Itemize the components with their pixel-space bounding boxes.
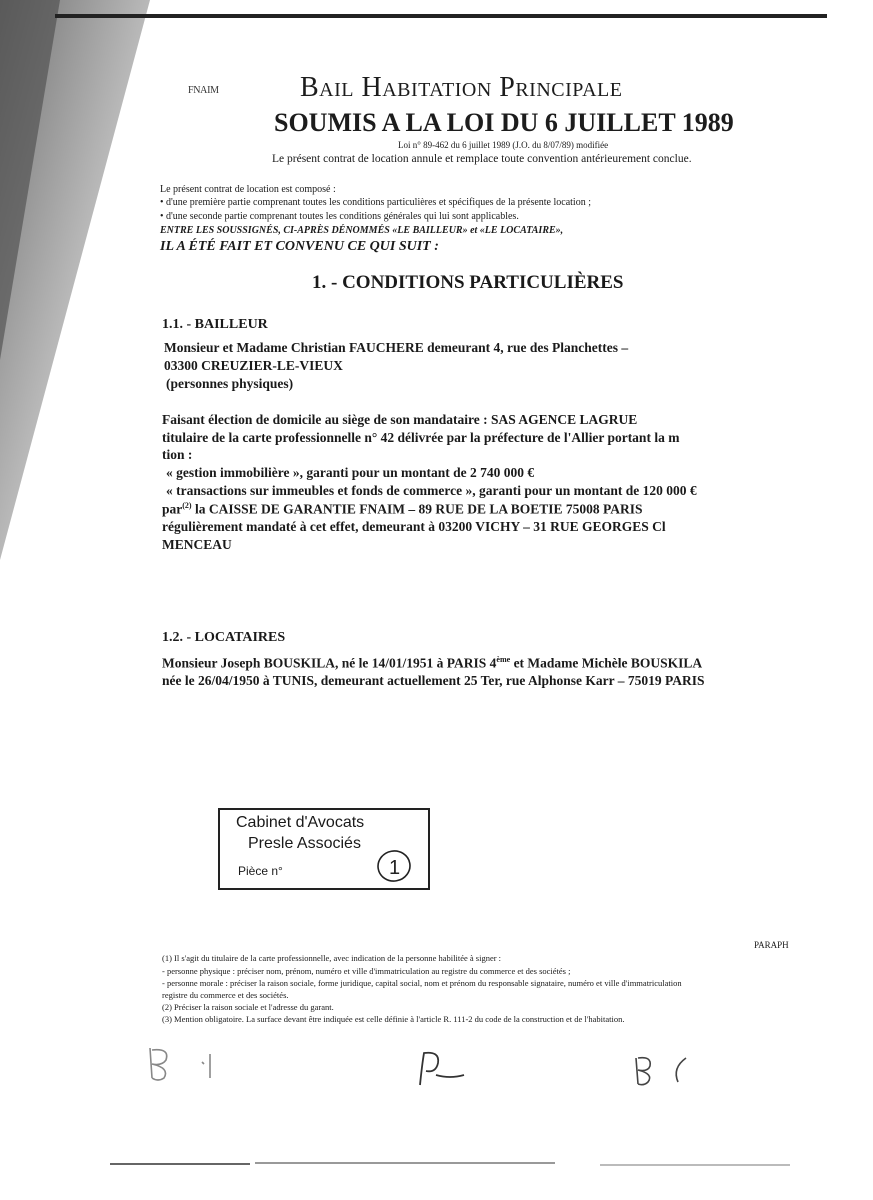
scan-top-edge <box>55 14 827 18</box>
parties-line: ENTRE LES SOUSSIGNÉS, CI-APRÈS DÉNOMMÉS «LE BAILLEUR» et «LE LOCATAIRE», <box>160 225 564 236</box>
footnote: (3) Mention obligatoire. La surface devant être indiquée est celle définie à l'article R. 111-2 du code de la construction et de l'habitation. <box>162 1014 625 1024</box>
stamp-line-2: Presle Associés <box>248 835 361 852</box>
intro-line: • d'une seconde partie comprenant toutes les conditions générales qui lui sont applicables. <box>160 211 519 222</box>
scan-bottom-line <box>110 1163 250 1165</box>
bailleur-line <box>162 501 643 518</box>
locataires-line <box>162 655 702 672</box>
section-heading: 1. - CONDITIONS PARTICULIÈRES <box>312 272 624 293</box>
footnote: registre du commerce et des sociétés. <box>162 990 289 1000</box>
footnote: (1) Il s'agit du titulaire de la carte professionnelle, avec indication de la personne habilitée à signer : <box>162 953 502 963</box>
scan-bottom-line <box>255 1162 555 1164</box>
signature-initials-3 <box>628 1048 708 1092</box>
intro-line: • d'une première partie comprenant toutes les conditions particulières et spécifiques de la présente location ; <box>160 197 591 208</box>
par-text: par <box>162 501 183 517</box>
footnote: (2) Préciser la raison sociale et l'adresse du garant. <box>162 1002 334 1012</box>
signature-initials-1 <box>140 1040 250 1090</box>
handwritten-circle-icon <box>376 846 416 886</box>
signature-initials-2 <box>410 1045 480 1095</box>
bailleur-line: « transactions sur immeubles et fonds de commerce », garanti pour un montant de 120 000 € <box>166 483 697 498</box>
bailleur-heading: 1.1. - BAILLEUR <box>162 317 268 332</box>
bailleur-line: 03300 CREUZIER-LE-VIEUX <box>164 358 343 373</box>
locataires-line: née le 26/04/1950 à TUNIS, demeurant actuellement 25 Ter, rue Alphonse Karr – 75019 PARIS <box>162 673 705 688</box>
piece-number: 1 <box>389 857 401 879</box>
bailleur-line: Faisant élection de domicile au siège de son mandataire : SAS AGENCE LAGRUE <box>162 412 638 427</box>
intro-line: Le présent contrat de location est composé : <box>160 184 336 195</box>
locataire-name: Monsieur Joseph BOUSKILA, né le 14/01/1951 à PARIS 4 <box>162 655 497 671</box>
fnaim-brand: FNAIM <box>188 85 219 96</box>
lawyer-stamp <box>218 808 430 890</box>
bailleur-line: régulièrement mandaté à cet effet, demeurant à 03200 VICHY – 31 RUE GEORGES Cl <box>162 519 666 534</box>
bailleur-line: tion : <box>162 447 193 462</box>
agreement-line: IL A ÉTÉ FAIT ET CONVENU CE QUI SUIT : <box>160 239 439 254</box>
garant-text: la CAISSE DE GARANTIE FNAIM – 89 RUE DE LA BOETIE 75008 PARIS <box>191 501 643 517</box>
page-subtitle: SOUMIS A LA LOI DU 6 JUILLET 1989 <box>274 108 734 137</box>
paraph-label: PARAPH <box>754 940 789 950</box>
locataire-name-2: et Madame Michèle BOUSKILA <box>510 655 703 671</box>
stamp-line-3: Pièce n° <box>238 864 283 878</box>
footnote: - personne physique : préciser nom, prénom, numéro et ville d'immatriculation au registre du commerce et des sociétés ; <box>162 966 571 976</box>
contract-notice: Le présent contrat de location annule et remplace toute convention antérieurement conclue. <box>272 153 692 165</box>
footnote: - personne morale : préciser la raison sociale, forme juridique, capital social, nom et prénom du responsable signataire, numéro et ville d'immatriculation <box>162 978 682 988</box>
bailleur-line: MENCEAU <box>162 537 232 552</box>
page-title: Bail Habitation Principale <box>300 72 623 103</box>
bailleur-line: Monsieur et Madame Christian FAUCHERE demeurant 4, rue des Planchettes – <box>164 340 629 355</box>
scan-bottom-line <box>600 1164 790 1166</box>
locataires-heading: 1.2. - LOCATAIRES <box>162 630 286 645</box>
bailleur-line: titulaire de la carte professionnelle n° 42 délivrée par la préfecture de l'Allier portant la m <box>162 430 680 445</box>
superscript: ème <box>496 655 511 664</box>
stamp-line-1: Cabinet d'Avocats <box>236 814 365 831</box>
footnote-ref: (2) <box>182 501 192 510</box>
bailleur-line: « gestion immobilière », garanti pour un montant de 2 740 000 € <box>166 465 535 480</box>
law-reference: Loi n° 89-462 du 6 juillet 1989 (J.O. du 8/07/89) modifiée <box>398 140 609 150</box>
bailleur-line: (personnes physiques) <box>166 376 294 391</box>
